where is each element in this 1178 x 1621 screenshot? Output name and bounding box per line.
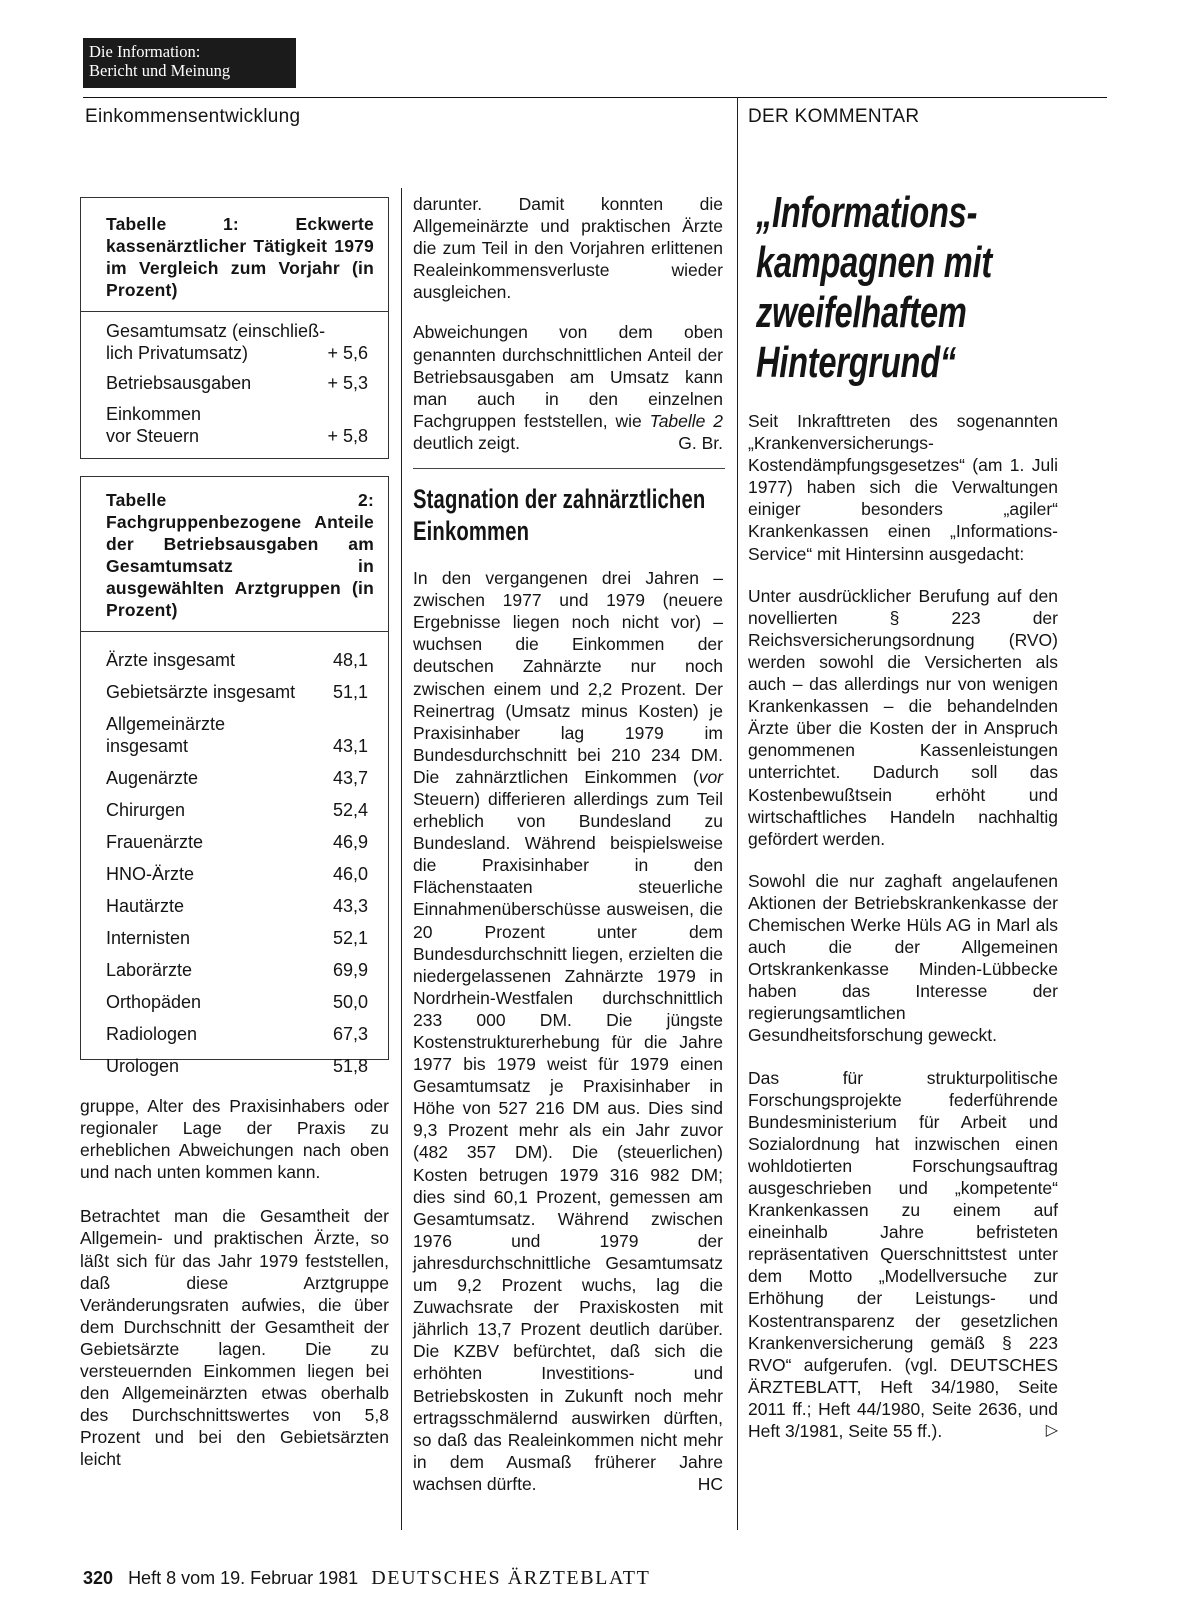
- table-row-value: + 5,8: [327, 426, 368, 446]
- magazine-name: DEUTSCHES ÄRZTEBLATT: [371, 1567, 651, 1589]
- table-row-label: Ärzte insgesamt: [106, 650, 236, 670]
- subheading: Stagnation der zahnärztlichen Einkommen: [413, 484, 706, 547]
- table-row: [81, 789, 388, 821]
- section-divider: [413, 454, 725, 469]
- table-row-label: Augenärzte: [106, 768, 199, 788]
- table-row: [81, 320, 388, 364]
- table-row: [81, 981, 388, 1013]
- paragraph-text: Das für strukturpolitische Forschungsprojekte federführende Bundesministerium für Arbeit und Sozialordnung hat inzwischen einen wohldotierten Forschungsauftrag ausgeschrieben und „kompetente“ Krankenkassen zu einem auf eineinhalb Jahre befristeten repräsentativen Querschnittstest unter dem Motto „Modellversuche zur Erhöhung der Leistungs- und Kostentransparenz der gesetzlichen Krankenversicherung gemäß § 223 RVO“ aufgerufen. (vgl. DEUTSCHES ÄRZTEBLATT, Heft 34/1980, Seite 2011 ff.; Heft 44/1980, Seite 2636, und Heft 3/1981, Seite 55 ff.).: [748, 1067, 1058, 1442]
- table-1: [80, 197, 389, 459]
- column-rule-left: [401, 188, 402, 1530]
- paragraph: darunter. Damit konnten die Allgemeinärzte und praktischen Ärzte die zum Teil in den Vorjahren erlittenen Realeinkommensverluste wieder ausgleichen.: [413, 194, 723, 303]
- badge-line-2: Bericht und Meinung: [89, 61, 231, 80]
- badge-line-1: Die Information:: [89, 42, 201, 61]
- table-row-value: 52,1: [332, 928, 368, 948]
- table-row-label: Laborärzte: [106, 960, 193, 980]
- paragraph: Seit Inkrafttreten des sogenannten „Krankenversicherungs-Kostendämpfungsgesetzes“ (am 1. Juli 1977) haben sich die Verwaltungen einiger besonders „agiler“ Krankenkassen einen „Informations-Service“ mit Hintersinn ausgedacht:: [748, 411, 1058, 564]
- commentary-title: [756, 188, 1170, 388]
- author-initials: HC: [697, 1473, 723, 1494]
- commentary-title-line: zweifelhaftem: [756, 288, 967, 337]
- table-row-value: 52,4: [332, 800, 368, 820]
- paragraph: Unter ausdrücklicher Berufung auf den novellierten § 223 der Reichsversicherungsordnung (RVO) werden sowohl die Versicherten als auch – das allerdings nur von wenigen Krankenkassen – die behandelnden Ärzte über die Kosten der in Anspruch genommenen Kassenleistungen unterrichtet. Dadurch soll das Kostenbewußtsein erhöht und wirtschaftliches Handeln nachhaltig gefördert werden.: [748, 585, 1058, 849]
- section-label-left: Einkommensentwicklung: [85, 106, 301, 127]
- table-row-value: 46,0: [332, 864, 368, 884]
- table-row-label: Chirurgen: [106, 800, 186, 820]
- table-row-value: 48,1: [332, 650, 368, 670]
- paragraph: Betrachtet man die Gesamtheit der Allgemein- und praktischen Ärzte, so läßt sich für das Jahr 1979 feststellen, daß diese Arztgruppe Veränderungsraten aufwies, die über dem Durchschnitt der Gesamtheit der Gebietsärzte lagen. Die zu versteuernden Einkommen liegen bei den Allgemeinärzten etwas oberhalb des Durchschnittswertes von 5,8 Prozent und bei den Gebietsärzten leicht: [80, 1206, 389, 1470]
- paragraph: [413, 567, 723, 1495]
- table-row-label: Gesamtumsatz (einschließ- lich Privatumsatz): [106, 321, 326, 363]
- paragraph: gruppe, Alter des Praxisinhabers oder regionaler Lage der Praxis zu erheblichen Abweichungen nach oben und nach unten kommen kann.: [80, 1096, 389, 1183]
- table-row-value: 51,1: [332, 682, 368, 702]
- table-row: [81, 821, 388, 853]
- commentary-title-line: „Informations-: [756, 188, 978, 237]
- table-row: [81, 372, 388, 394]
- paragraph-text: deutlich zeigt.: [413, 432, 521, 453]
- table-row: [81, 949, 388, 981]
- paragraph: [748, 1067, 1058, 1443]
- table-2-title: Tabelle 2: Fachgruppenbezogene Anteile der Betriebsausgaben am Gesamtumsatz in ausgewählten Arztgruppen (in Prozent): [106, 490, 374, 620]
- table-row: [81, 757, 388, 789]
- table-2: [80, 476, 389, 1076]
- header-rule: [83, 97, 1107, 98]
- table-row-label: Internisten: [106, 928, 191, 948]
- column-2-text: [413, 193, 723, 1495]
- page-number: 320: [83, 1568, 114, 1588]
- table-row: [81, 853, 388, 885]
- paragraph-text: In den vergangenen drei Jahren – zwischen 1977 und 1979 (neuere Ergebnisse liegen noch nicht vor) – wuchsen die Einkommen der deutschen Zahnärzte nur noch zwischen einem und 2,2 Prozent. Der Reinertrag (Umsatz minus Kosten) je Praxisinhaber lag 1979 im Bundesdurchschnitt bei 210 234 DM. Die zahnärztlichen Einkommen (: [413, 568, 723, 787]
- author-initials: G. Br.: [678, 432, 723, 453]
- table-row: [81, 885, 388, 917]
- table-row: [81, 1045, 388, 1077]
- section-label-right: DER KOMMENTAR: [748, 106, 920, 127]
- table-row-label: Orthopäden: [106, 992, 202, 1012]
- page-footer: [83, 1567, 650, 1590]
- table-row-label: HNO-Ärzte: [106, 864, 195, 884]
- paragraph: Sowohl die nur zaghaft angelaufenen Aktionen der Betriebskrankenkasse der Chemischen Werke Hüls AG in Marl als auch die der Allgemeinen Ortskrankenkasse Minden-Lübbecke haben das Interesse der regierungsamtlichen Gesundheitsforschung geweckt.: [748, 870, 1058, 1046]
- paragraph: [413, 321, 723, 454]
- table-row-value: 50,0: [332, 992, 368, 1012]
- table-row-value: 69,9: [332, 960, 368, 980]
- commentary-title-line: Hintergrund“: [756, 338, 956, 387]
- paragraph-text: Abweichungen von dem oben genannten durchschnittlichen Anteil der Betriebsausgaben am Umsatz kann man auch in den einzelnen Fachgruppen feststellen, wie: [413, 322, 723, 431]
- table-row: [81, 917, 388, 949]
- commentary-title-line: kampagnen mit: [756, 238, 992, 287]
- continue-arrow-icon: ▷: [1045, 1422, 1058, 1440]
- table-row-label: Betriebsausgaben: [106, 373, 252, 393]
- table-row-label: Radiologen: [106, 1024, 198, 1044]
- table-row-value: 51,8: [332, 1056, 368, 1076]
- emphasis: vor: [698, 766, 723, 787]
- table-row-label: Gebietsärzte insgesamt: [106, 682, 296, 702]
- column-rule-right: [737, 97, 738, 1530]
- table-row-label: Einkommen vor Steuern: [106, 404, 202, 446]
- column-1-text: [80, 1095, 389, 1471]
- column-3-text: [748, 410, 1058, 1442]
- table-row-label: Urologen: [106, 1056, 180, 1076]
- table-row: [81, 671, 388, 703]
- table-row-value: 46,9: [332, 832, 368, 852]
- table-row-value: 43,1: [332, 736, 368, 756]
- section-badge: [83, 38, 296, 88]
- table-1-title: Tabelle 1: Eckwerte kassenärztlicher Tätigkeit 1979 im Vergleich zum Vorjahr (in Prozent): [106, 214, 374, 300]
- table-row: [81, 1013, 388, 1045]
- table-row-value: 67,3: [332, 1024, 368, 1044]
- table-row-value: 43,3: [332, 896, 368, 916]
- table-row: [81, 403, 388, 447]
- table-row-value: + 5,6: [327, 343, 368, 363]
- paragraph-text: Steuern) differieren allerdings zum Teil erheblich von Bundesland zu Bundesland. Während beispielsweise die Praxisinhaber in den Flächenstaaten steuerliche Einnahmenüberschüsse ausweisen, die 20 Prozent unter dem Bundesdurchschnitt liegen, erzielten die niedergelassenen Zahnärzte 1979 in Nordrhein-Westfalen durchschnittlich 233 000 DM. Die jüngste Kostenstrukturerhebung für die Jahre 1977 bis 1979 weist für 1979 einen Gesamtumsatz je Praxisinhaber in Höhe von 527 216 DM aus. Dies sind 9,3 Prozent mehr als ein Jahr zuvor (482 357 DM). Die (steuerlichen) Kosten betrugen 1979 316 982 DM; dies sind 60,1 Prozent, gemessen am Gesamtumsatz. Während zwischen 1976 und 1979 der jahresdurchschnittliche Gesamtumsatz um 9,2 Prozent wuchs, lag die Zuwachsrate der Praxiskosten mit jährlich 13,7 Prozent deutlich darüber. Die KZBV befürchtet, daß sich die erhöhten Investitions- und Betriebskosten in Zukunft noch mehr ertragsschmälernd auswirken dürften, so daß das Realeinkommen nicht mehr in dem Ausmaß früherer Jahre wachsen dürfte.: [413, 788, 723, 1494]
- issue-info: Heft 8 vom 19. Februar 1981: [128, 1568, 359, 1588]
- table-row-value: 43,7: [332, 768, 368, 788]
- table-row: [81, 703, 388, 757]
- table-row-label: Hautärzte: [106, 896, 185, 916]
- table-row: [81, 639, 388, 671]
- table-row-label: Allgemeinärzte insgesamt: [106, 714, 226, 756]
- table-row-label: Frauenärzte: [106, 832, 204, 852]
- table-row-value: + 5,3: [327, 373, 368, 393]
- table-reference: Tabelle 2: [649, 410, 723, 431]
